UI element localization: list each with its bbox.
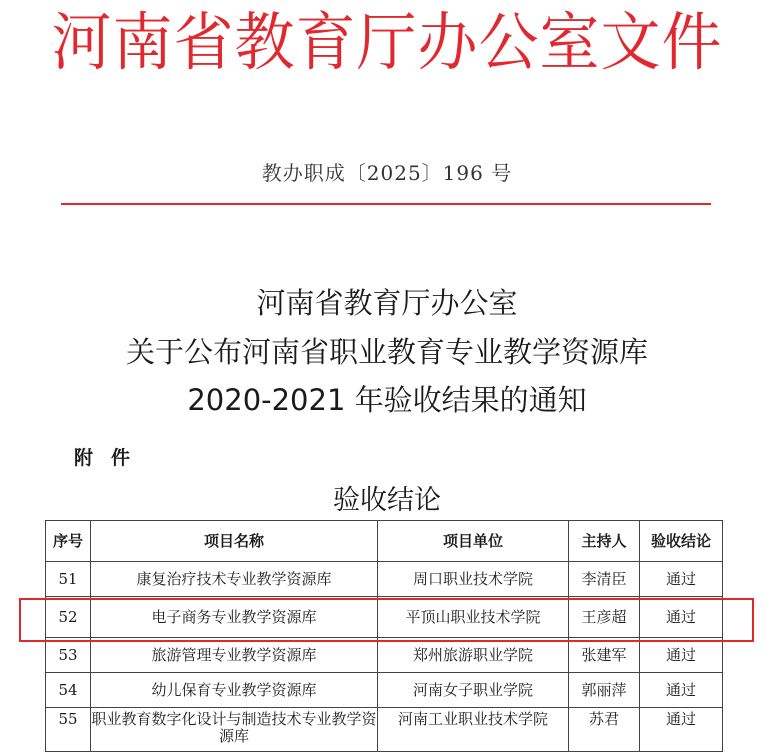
table-header-row — [46, 521, 723, 562]
notice-title-line-2: 关于公布河南省职业教育专业教学资源库 — [125, 335, 648, 369]
cell-no: 55 — [46, 708, 91, 752]
cell-project-name: 电子商务专业教学资源库 — [91, 597, 378, 638]
cell-project-name: 职业教育数字化设计与制造技术专业教学资源库 — [91, 708, 378, 752]
cell-project-unit: 周口职业技术学院 — [378, 562, 569, 597]
table-title: 验收结论 — [333, 485, 441, 516]
table-row — [46, 673, 723, 708]
cell-result: 通过 — [640, 638, 723, 673]
notice-title-line-3: 2020-2021 年验收结果的通知 — [187, 383, 587, 417]
header-no: 序号 — [46, 521, 91, 562]
cell-result: 通过 — [640, 597, 723, 638]
cell-result: 通过 — [640, 673, 723, 708]
cell-project-name: 康复治疗技术专业教学资源库 — [91, 562, 378, 597]
cell-no: 51 — [46, 562, 91, 597]
document-masthead: 河南省教育厅办公室文件 — [51, 6, 723, 80]
red-divider-line — [61, 203, 711, 205]
header-result: 验收结论 — [640, 521, 723, 562]
cell-project-unit: 河南工业职业技术学院 — [378, 708, 569, 752]
cell-project-unit: 郑州旅游职业学院 — [378, 638, 569, 673]
header-project-unit: 项目单位 — [378, 521, 569, 562]
cell-result: 通过 — [640, 708, 723, 752]
cell-no: 52 — [46, 597, 91, 638]
cell-no: 54 — [46, 673, 91, 708]
notice-title-line-1: 河南省教育厅办公室 — [256, 286, 518, 320]
table-row — [46, 562, 723, 597]
highlight-box-row-52 — [19, 598, 754, 642]
cell-project-unit: 平顶山职业技术学院 — [378, 597, 569, 638]
cell-project-name: 旅游管理专业教学资源库 — [91, 638, 378, 673]
header-project-name: 项目名称 — [91, 521, 378, 562]
cell-host: 王彦超 — [569, 597, 640, 638]
cell-host: 苏君 — [569, 708, 640, 752]
cell-host: 郭丽萍 — [569, 673, 640, 708]
cell-host: 张建军 — [569, 638, 640, 673]
attachment-label: 附件 — [74, 447, 149, 469]
cell-host: 李清臣 — [569, 562, 640, 597]
cell-no: 53 — [46, 638, 91, 673]
cell-project-unit: 河南女子职业学院 — [378, 673, 569, 708]
cell-result: 通过 — [640, 562, 723, 597]
table-row — [46, 638, 723, 673]
header-host: 主持人 — [569, 521, 640, 562]
cell-project-name: 幼儿保育专业教学资源库 — [91, 673, 378, 708]
document-number: 教办职成〔2025〕196 号 — [261, 161, 513, 185]
